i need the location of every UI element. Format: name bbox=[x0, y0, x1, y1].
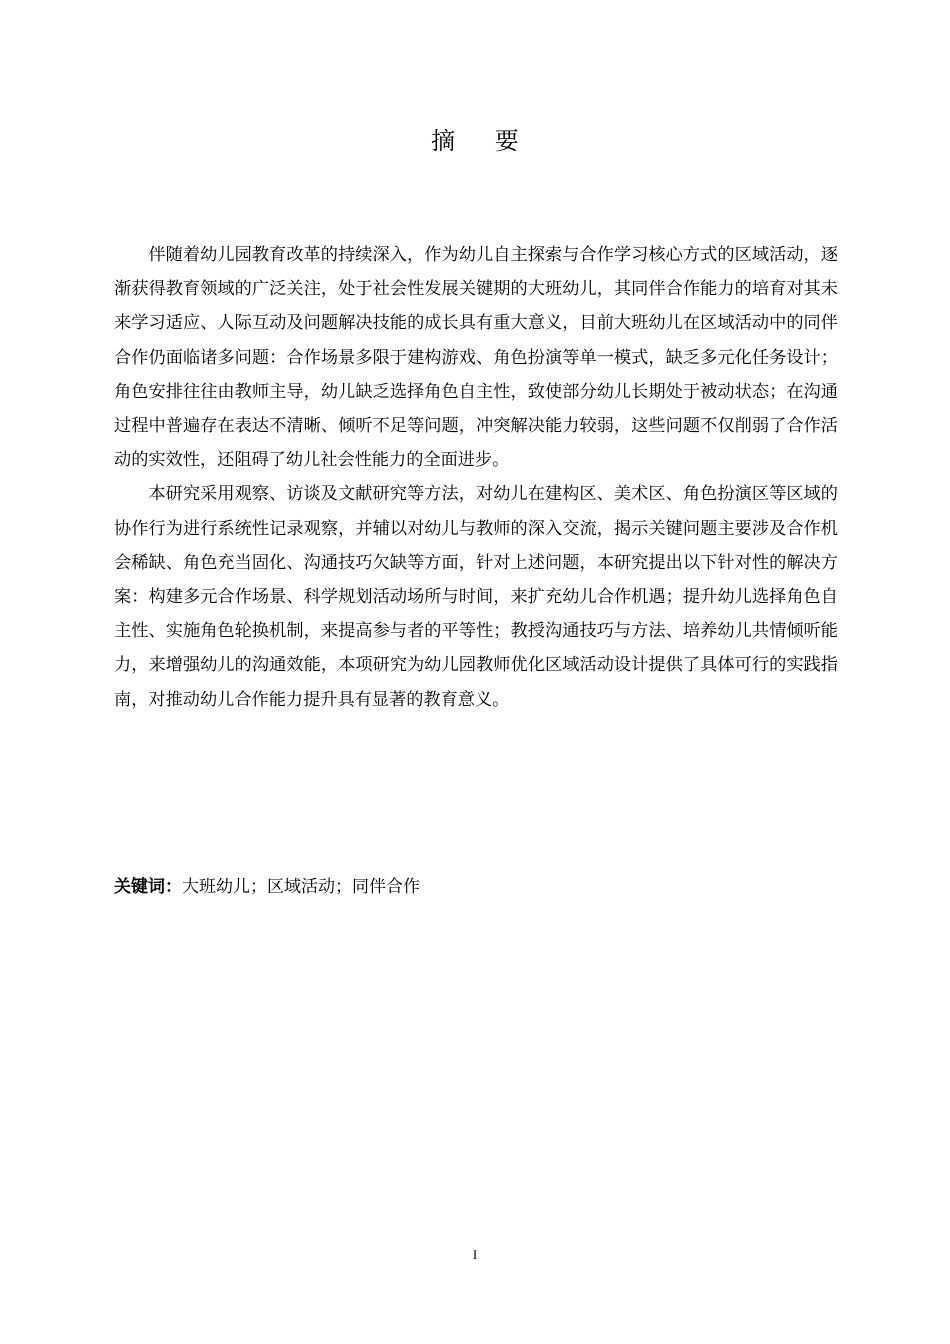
abstract-paragraph-1: 伴随着幼儿园教育改革的持续深入，作为幼儿自主探索与合作学习核心方式的区域活动，逐渐获得教育领域的广泛关注，处于社会性发展关键期的大班幼儿，其同伴合作能力的培育对其未来学习适应、人际互动及问题解决技能的成长具有重大意义，目前大班幼儿在区域活动中的同伴合作仍面临诸多问题：合作场景多限于建构游戏、角色扮演等单一模式，缺乏多元化任务设计；角色安排往往由教师主导，幼儿缺乏选择角色自主性，致使部分幼儿长期处于被动状态；在沟通过程中普遍存在表达不清晰、倾听不足等问题，冲突解决能力较弱，这些问题不仅削弱了合作活动的实效性，还阻碍了幼儿社会性能力的全面进步。 bbox=[114, 245, 838, 471]
keywords-label: 关键词： bbox=[114, 877, 182, 897]
abstract-paragraph-2: 本研究采用观察、访谈及文献研究等方法，对幼儿在建构区、美术区、角色扮演区等区域的协作行为进行系统性记录观察，并辅以对幼儿与教师的深入交流，揭示关键问题主要涉及合作机会稀缺、角色充当固化、沟通技巧欠缺等方面，针对上述问题，本研究提出以下针对性的解决方案：构建多元合作场景、科学规划活动场所与时间，来扩充幼儿合作机遇；提升幼儿选择角色自主性、实施角色轮换机制，来提高参与者的平等性；教授沟通技巧与方法、培养幼儿共情倾听能力，来增强幼儿的沟通效能，本项研究为幼儿园教师优化区域活动设计提供了具体可行的实践指南，对推动幼儿合作能力提升具有显著的教育意义。 bbox=[114, 484, 838, 710]
abstract-body bbox=[114, 238, 838, 717]
page-title: 摘 要 bbox=[431, 127, 535, 155]
keywords-text: 大班幼儿；区域活动；同伴合作 bbox=[182, 877, 420, 897]
page-number: I bbox=[472, 1247, 478, 1262]
keywords-line bbox=[114, 870, 838, 904]
